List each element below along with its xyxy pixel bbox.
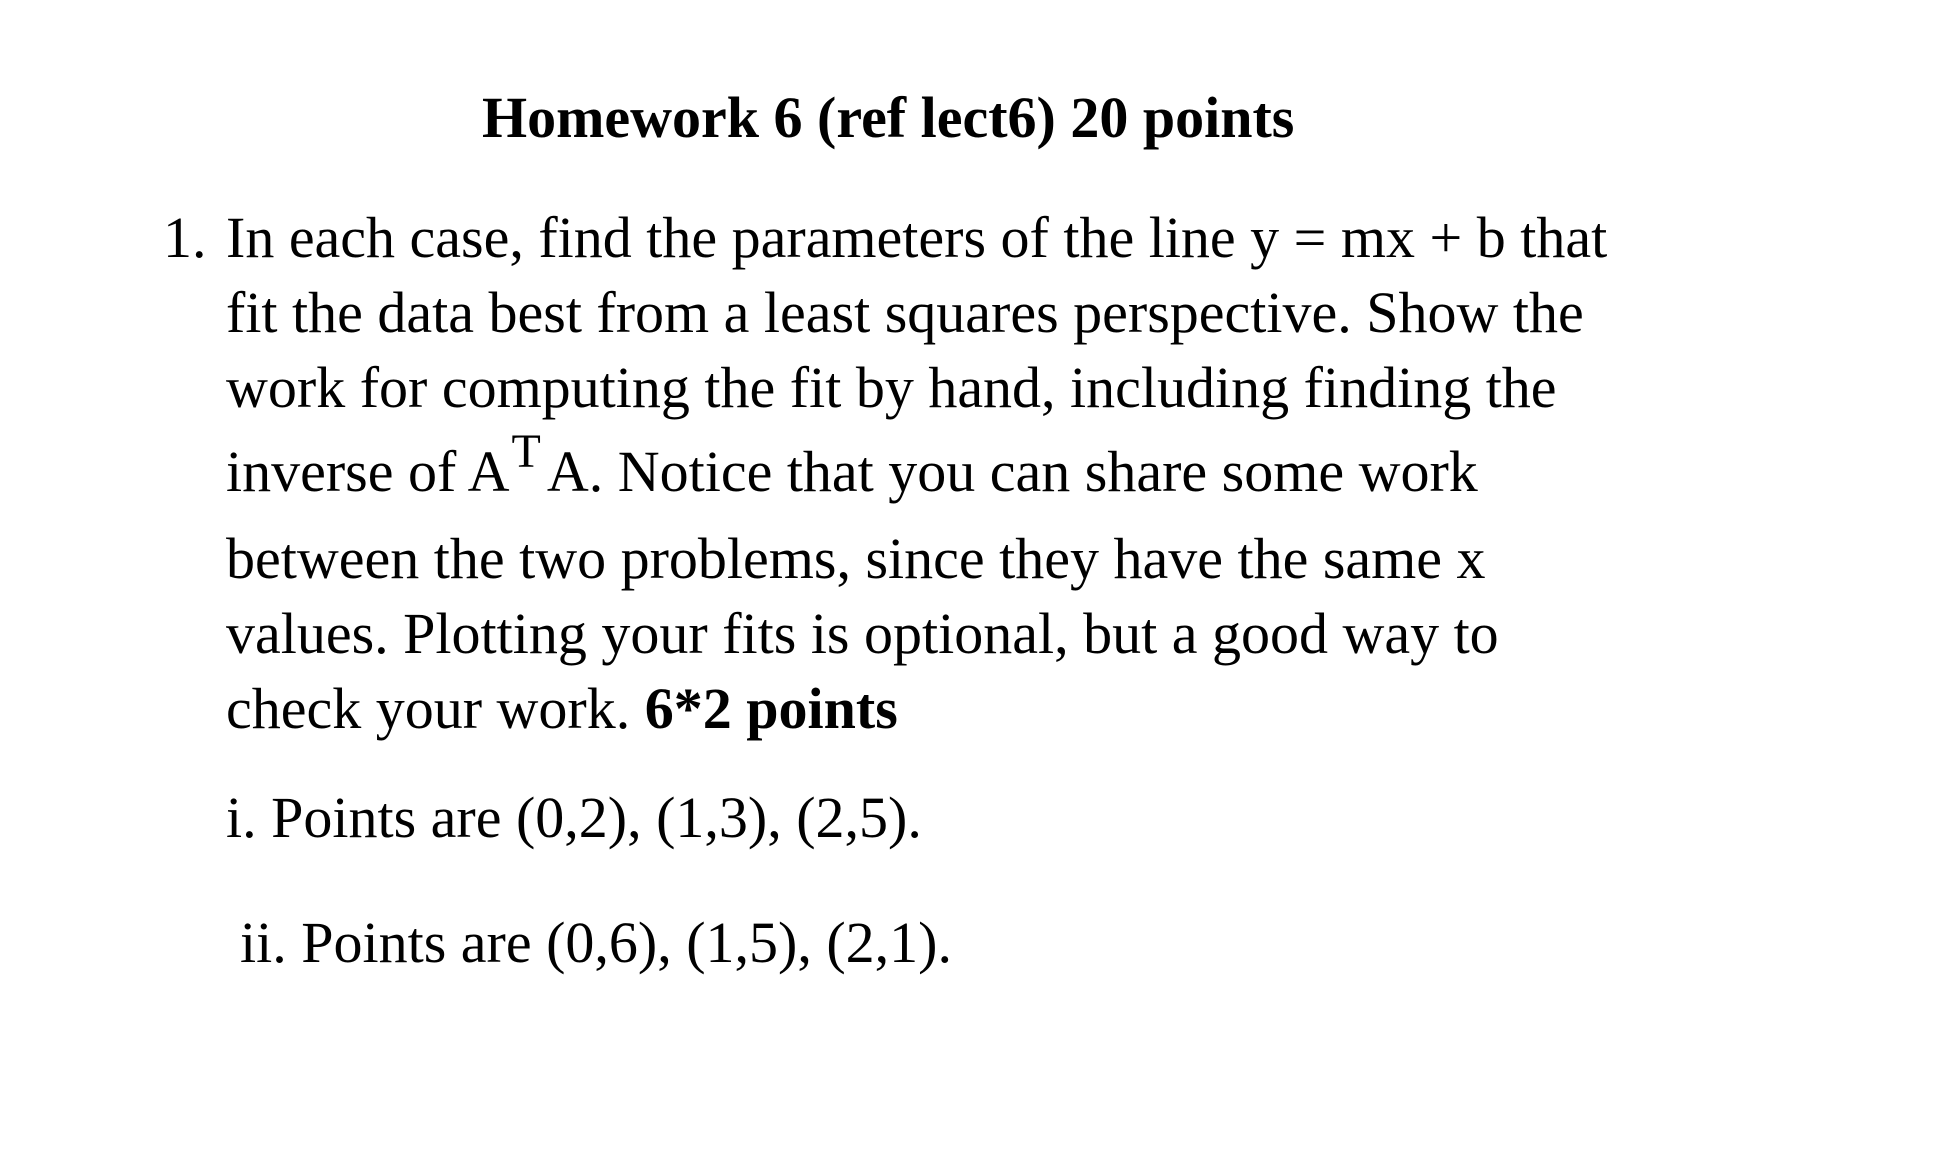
question-line-matrix	[226, 427, 1786, 521]
question-line: between the two problems, since they have the same x	[226, 526, 1486, 591]
question-number: 1.	[163, 205, 207, 270]
question-line: values. Plotting your fits is optional, but a good way to	[226, 601, 1499, 666]
sub-question-i: i. Points are (0,2), (1,3), (2,5).	[226, 785, 922, 850]
question-line: In each case, find the parameters of the line y = mx + b that	[226, 205, 1608, 270]
transpose-superscript: T	[511, 425, 541, 478]
line-text-after: A. Notice that you can share some work	[546, 439, 1478, 504]
question-line: work for computing the fit by hand, including finding the	[226, 355, 1557, 420]
question-line-last	[226, 671, 1786, 746]
question-line: fit the data best from a least squares perspective. Show the	[226, 280, 1584, 345]
line-text-before: inverse of A	[226, 439, 510, 504]
points-label: 6*2 points	[644, 676, 898, 741]
sub-question-ii: ii. Points are (0,6), (1,5), (2,1).	[240, 910, 952, 975]
last-line-text: check your work.	[226, 676, 631, 741]
page-title: Homework 6 (ref lect6) 20 points	[482, 85, 1295, 150]
question-body	[226, 200, 1786, 746]
